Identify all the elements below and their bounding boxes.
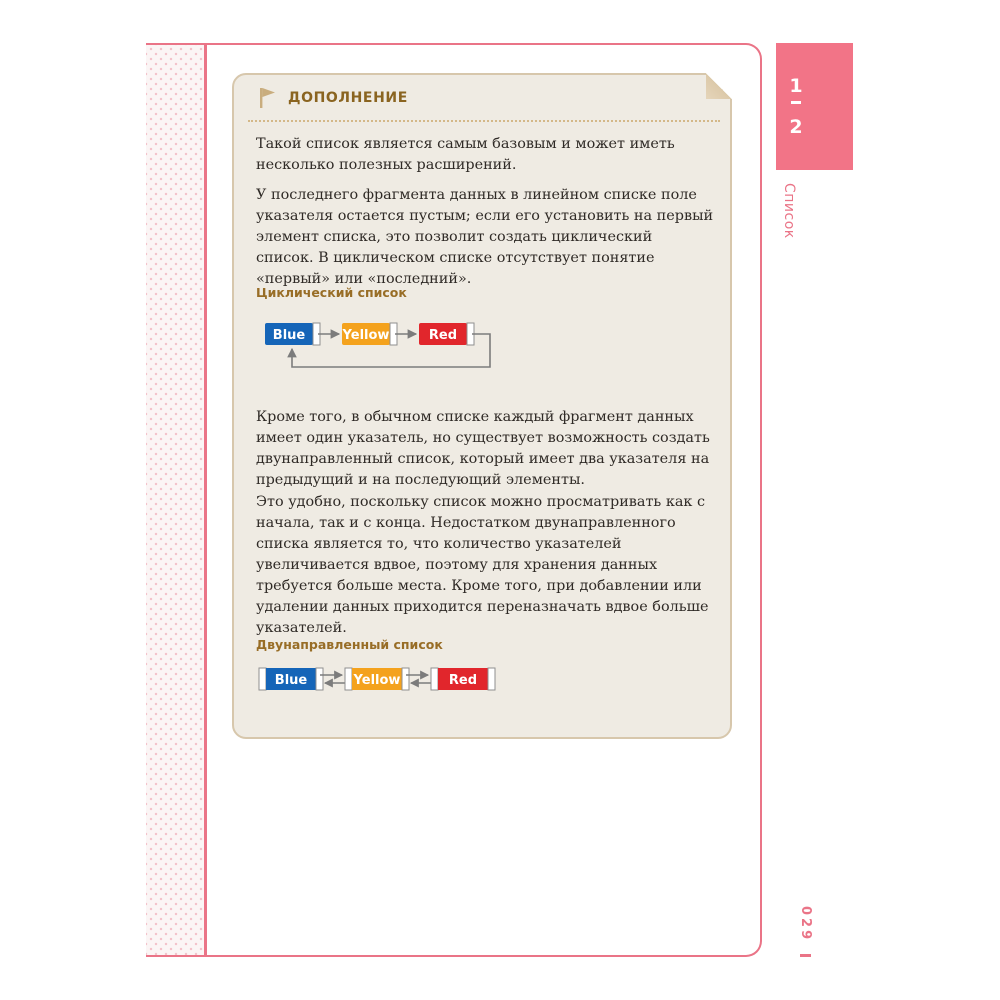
margin-bottom-rule	[146, 955, 206, 957]
circular-list-diagram	[264, 322, 496, 374]
doubly-node-3	[431, 668, 495, 690]
paragraph-intro: Такой список является самым базовым и может иметь несколько полезных расширений.	[256, 136, 675, 173]
chapter-number-top: 1	[789, 75, 803, 97]
chapter-label: Список	[781, 183, 797, 239]
page-fold-corner	[706, 73, 732, 99]
paragraph-doubly-intro: Кроме того, в обычном списке каждый фрагмент данных имеет один указатель, но существует возможность создать двунаправленный список, который имеет два указателя на предыдущий и на последующий элементы.	[256, 409, 710, 488]
node-blue-label: Blue	[274, 673, 308, 688]
flag-icon	[258, 86, 278, 110]
circular-node-3	[419, 323, 474, 345]
node-red-next-field	[488, 668, 495, 690]
chapter-number-bottom: 2	[789, 116, 803, 138]
node-blue-next-field	[316, 668, 323, 690]
node-yellow-label: Yellow	[353, 673, 401, 688]
circular-node-1	[265, 323, 320, 345]
doubly-node-1	[259, 668, 323, 690]
node-red-prev-field	[431, 668, 438, 690]
circular-node-2	[342, 323, 397, 345]
dotted-margin	[146, 44, 204, 956]
heading-doubly-list: Двунаправленный список	[256, 637, 443, 652]
paragraph-doubly-pros-cons: Это удобно, поскольку список можно просматривать как с начала, так и с конца. Недостатком двунаправленного списка является то, что количество указателей увеличивается вдвое, поэтому для хранения данных требуется больше места. Кроме того, при добавлении или удалении данных приходится переназначать вдвое больше указателей.	[256, 494, 709, 636]
page-number-rule	[800, 954, 811, 957]
margin-top-rule	[146, 43, 206, 45]
node-red-label: Red	[448, 673, 478, 688]
supplement-box	[232, 73, 732, 739]
node-yellow-prev-field	[345, 668, 352, 690]
node-blue-prev-field	[259, 668, 266, 690]
heading-circular-list: Циклический список	[256, 285, 407, 300]
doubly-list-diagram	[258, 667, 502, 693]
title-dotted-divider	[248, 120, 720, 122]
chapter-number-dash	[791, 101, 801, 104]
node-yellow-next-field	[402, 668, 409, 690]
chapter-tab	[776, 43, 853, 170]
page-number: 029	[798, 906, 813, 943]
box-title: ДОПОЛНЕНИЕ	[288, 90, 408, 106]
node-red-label: Red	[428, 328, 458, 343]
paragraph-circular: У последнего фрагмента данных в линейном списке поле указателя остается пустым; если его установить на первый элемент списка, это позволит создать циклический список. В циклическом списке отсутствует понятие «первый» или «последний».	[256, 187, 714, 287]
node-yellow-label: Yellow	[342, 328, 390, 343]
node-blue-label: Blue	[272, 328, 306, 343]
doubly-node-2	[345, 668, 409, 690]
